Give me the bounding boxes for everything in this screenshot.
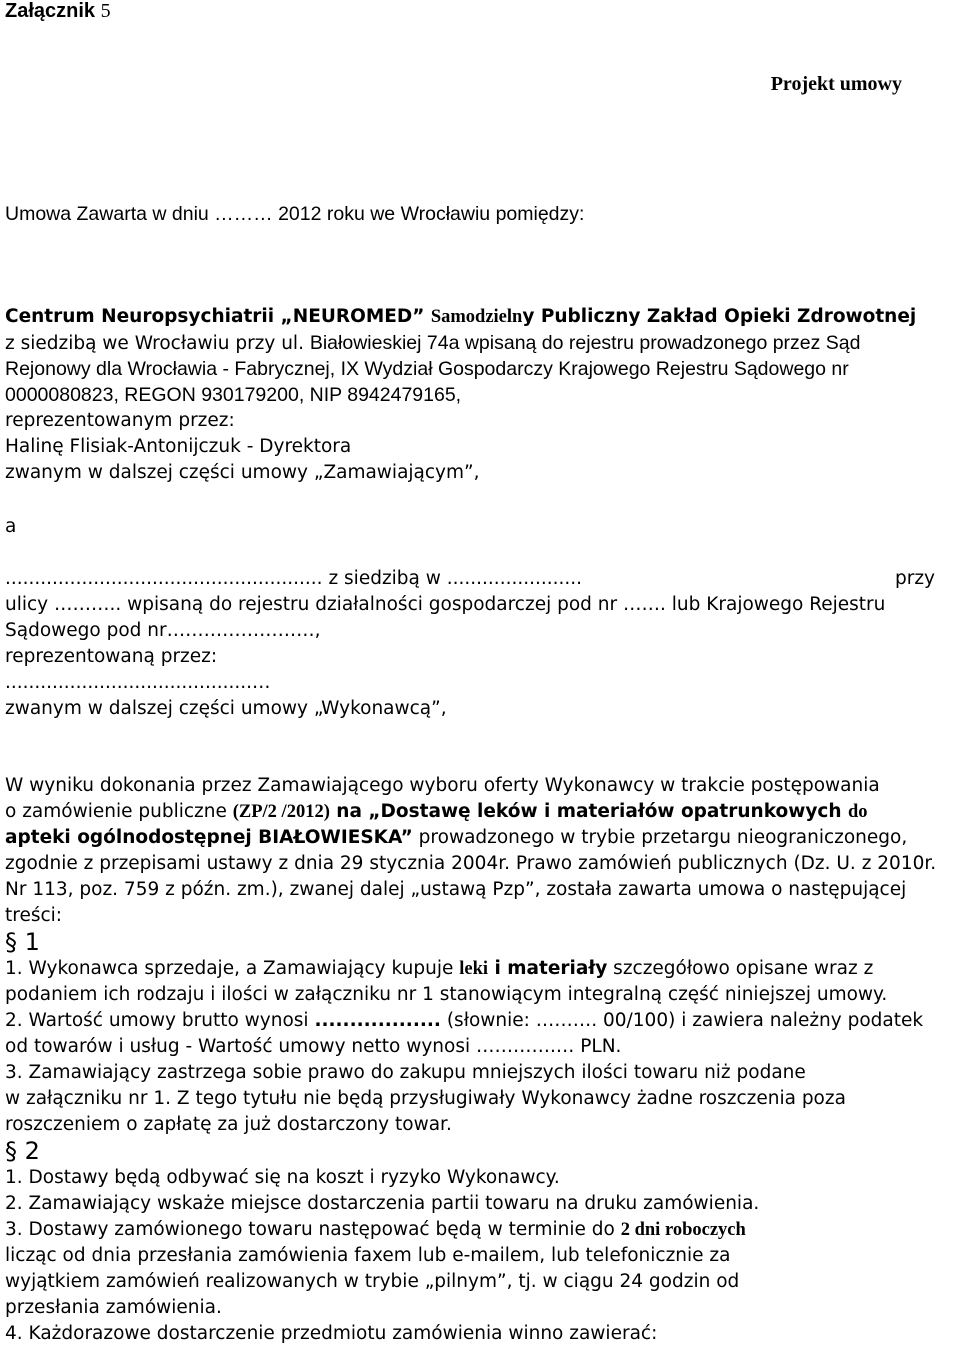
preamble-line1: W wyniku dokonania przez Zamawiającego wyboru oferty Wykonawcy w trakcie postępowania	[5, 775, 880, 796]
preamble-l2-a: o zamówienie publiczne	[5, 801, 233, 822]
party1-ids: 0000080823, REGON 930179200, NIP 8942479165,	[5, 384, 462, 406]
attachment-word: Załącznik	[5, 0, 96, 22]
sec1-p3: 3. Zamawiający zastrzega sobie prawo do zakupu mniejszych ilości towaru niż podane	[5, 1062, 806, 1083]
party1-name-a: Centrum Neuropsychiatrii „NEUROMED”	[5, 306, 431, 327]
party1-represented: reprezentowanym przez:	[5, 410, 235, 431]
party2-line2: ulicy ……….. wpisaną do rejestru działalności gospodarczej pod nr ……. lub Krajowego Rejestru	[5, 594, 886, 615]
party1-address-a: z siedzibą we Wrocławiu przy ul.	[5, 333, 310, 354]
sec2-p3-line4: przesłania zamówienia.	[5, 1297, 222, 1318]
and-word: a	[5, 516, 17, 537]
preamble-line4: zgodnie z przepisami ustawy z dnia 29 stycznia 2004r. Prawo zamówień publicznych (Dz. U. z 2010r.	[5, 853, 937, 874]
tender-number: (ZP/2 /2012)	[232, 802, 330, 822]
preamble-l3-b: prowadzonego w trybie przetargu nieograniczonego,	[412, 827, 908, 848]
party2-line3: Sądowego pod nr……………………,	[5, 620, 321, 641]
party1-address	[5, 332, 861, 355]
sec2-p2: 2. Zamawiający wskaże miejsce dostarczenia partii towaru na druku zamówienia.	[5, 1193, 760, 1214]
project-label: Projekt umowy	[770, 73, 902, 95]
party1-director: Halinę Flisiak-Antonijczuk - Dyrektora	[5, 436, 352, 457]
section-1-mark: § 1	[5, 928, 40, 956]
sec2-p3-line3: wyjątkiem zamówień realizowanych w trybie „pilnym”, tj. w ciągu 24 godzin od	[5, 1271, 740, 1292]
preamble-line3	[5, 827, 907, 849]
party1-name-c: y Publiczny Zakład Opieki Zdrowotnej	[522, 306, 917, 327]
party1-called: zwanym w dalszej części umowy „Zamawiającym”,	[5, 462, 480, 483]
sec1-p1-materialy: i materiały	[488, 958, 608, 979]
party1-name	[5, 306, 916, 328]
sec1-p1	[5, 958, 873, 980]
tender-subject: na „Dostawę leków i materiałów opatrunkowych	[329, 801, 848, 822]
party1-name-b: Samodzieln	[430, 307, 523, 327]
party2-rep-blank: ..........................................…	[5, 672, 271, 693]
preamble-l2-d: do	[847, 802, 868, 822]
pharmacy-name: apteki ogólnodostępnej BIAŁOWIESKA”	[5, 827, 413, 848]
sec2-p4: 4. Każdorazowe dostarczenie przedmiotu zamówienia winno zawierać:	[5, 1323, 658, 1344]
sec1-p3-line3: roszczeniem o zapłatę za już dostarczony towar.	[5, 1114, 452, 1135]
sec2-p3-a: 3. Dostawy zamówionego towaru następować będą w terminie do	[5, 1219, 621, 1240]
section-2-mark: § 2	[5, 1137, 40, 1165]
intro-line: Umowa Zawarta w dniu ……… 2012 roku we Wrocławiu pomiędzy:	[5, 203, 585, 225]
sec1-p2-line2: od towarów i usług - Wartość umowy netto wynosi ………….… PLN.	[5, 1036, 622, 1057]
party2-seat-label: z siedzibą w	[322, 568, 447, 589]
party2-line1	[5, 568, 935, 590]
sec1-p1-a: 1. Wykonawca sprzedaje, a Zamawiający kupuje	[5, 958, 460, 979]
gross-value-blank: ..................	[314, 1010, 441, 1031]
party1-address-b: Białowieskiej 74a wpisaną do rejestru prowadzonego przez Sąd	[309, 332, 861, 354]
party2-line1-main	[5, 568, 582, 590]
sec2-p3-line2: licząc od dnia przesłania zamówienia faxem lub e-mailem, lub telefonicznie za	[5, 1245, 731, 1266]
sec1-p2-a: 2. Wartość umowy brutto wynosi	[5, 1010, 315, 1031]
attachment-number: 5	[100, 0, 111, 22]
sec1-p1-d: szczegółowo opisane wraz z	[607, 958, 874, 979]
party1-court: Rejonowy dla Wrocławia - Fabrycznej, IX Wydział Gospodarczy Krajowego Rejestru Sądowego nr	[5, 358, 849, 380]
preamble-line2	[5, 801, 868, 823]
preamble-line5: Nr 113, poz. 759 z późn. zm.), zwanej dalej „ustawą Pzp”, została zawarta umowa o następującej	[5, 879, 907, 900]
preamble-line6: treści:	[5, 905, 63, 926]
party2-przy: przy	[894, 568, 935, 589]
delivery-term: 2 dni roboczych	[620, 1220, 746, 1240]
sec1-p3-line2: w załączniku nr 1. Z tego tytułu nie będą przysługiwały Wykonawcy żadne roszczenia poza	[5, 1088, 846, 1109]
party2-represented: reprezentowaną przez:	[5, 646, 218, 667]
sec1-p2	[5, 1010, 923, 1032]
party2-name-blank: ......................................................	[5, 568, 323, 589]
party2-called: zwanym w dalszej części umowy „Wykonawcą”,	[5, 698, 447, 719]
sec2-p3	[5, 1219, 746, 1241]
party2-seat-blank: .......................	[446, 568, 583, 589]
sec1-p2-c: (słownie: ………. 00/100) i zawiera należny podatek	[440, 1010, 924, 1031]
sec1-p1-leki: leki	[459, 959, 489, 979]
sec1-p1-line2: podaniem ich rodzaju i ilości w załączniku nr 1 stanowiącym integralną część niniejszej umowy.	[5, 984, 888, 1005]
attachment-title	[5, 0, 111, 22]
sec2-p1: 1. Dostawy będą odbywać się na koszt i ryzyko Wykonawcy.	[5, 1167, 560, 1188]
